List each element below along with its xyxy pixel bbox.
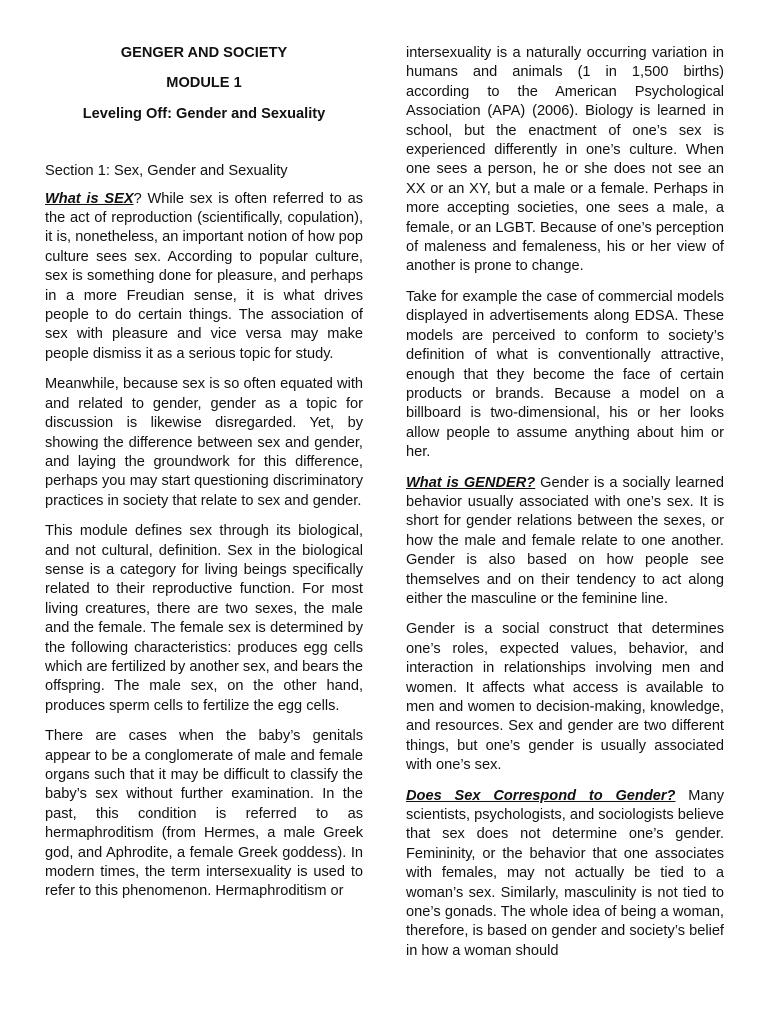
- what-is-sex-heading: What is SEX: [45, 190, 134, 207]
- paragraph-intersexuality-continued: intersexuality is a naturally occurring variation in humans and animals (1 in 1,500 births) according to the American Psychological Association (APA) (2006). Biology is learned in school, but the enactment of one’s sex is experienced differently in one’s culture. When one sees a person, he or she does not see an XX or an XY, but a male or a female. Perhaps in more accepting societies, one sees a male, a female, or an LGBT. Because of one’s perception of maleness and femaleness, his or her view of another is prone to change.: [406, 45, 724, 275]
- paragraph-commercial-models: Take for example the case of commercial models displayed in advertisements along EDSA. These models are perceived to conform to society’s definition of what is conventionally attractive, enough that they become the face of certain products or brands. Because a model on a billboard is two-dimensional, his or her looks allow people to assume anything about him or her.: [406, 288, 724, 461]
- document-subtitle: Leveling Off: Gender and Sexuality: [82, 105, 326, 122]
- sex-correspond-gender-heading: Does Sex Correspond to Gender?: [406, 787, 676, 804]
- what-is-gender-heading: What is GENDER?: [406, 474, 536, 491]
- what-is-gender-body: Gender is a socially learned behavior usually associated with one’s sex. It is short for gender relations between the sexes, or how the male and female relate to one another. Gender is also based on how people see themselves and on their tendency to act along either the masculine or the feminine line.: [406, 474, 724, 607]
- left-column: [45, 44, 363, 913]
- paragraph-what-is-sex: [45, 190, 363, 365]
- module-label: MODULE 1: [166, 75, 242, 92]
- what-is-sex-body: ? While sex is often referred to as the act of reproduction (scientifically, copulation), it is, nonetheless, an important notion of how pop culture sees sex. According to popular culture, sex is something done for pleasure, and perhaps in a more Freudian sense, it is what drives people to do certain things. The association of sex with pleasure and vice versa may make people dismiss it as a serious topic for study.: [45, 190, 363, 362]
- document-title: GENGER AND SOCIETY: [120, 45, 288, 61]
- paragraph-intersexuality: There are cases when the baby’s genitals appear to be a conglomerate of male and female organs such that it may be difficult to classify the baby’s sex without further examination. In the past, this condition is referred to as hermaphroditism (from Hermes, a male Greek god, and Aphrodite, a female Greek goddess). In modern times, the term intersexuality is used to refer to this phenomenon. Hermaphroditism or: [45, 728, 363, 900]
- paragraph-biological-definition: This module defines sex through its biological, and not cultural, definition. Sex in the biological sense is a category for living beings specifically related to their reproductive function. For most living creatures, there are two sexes, the male and the female. The female sex is determined by the following characteristics: produces egg cells which are fertilized by another sex, and bears the offspring. The male sex, on the other hand, produces sperm cells to fertilize the egg cells.: [45, 523, 363, 714]
- paragraph-sex-correspond-gender: [406, 787, 724, 962]
- sex-correspond-gender-body: Many scientists, psychologists, and sociologists believe that sex does not determine one’s gender. Femininity, or the behavior that one associates with females, may not actually be tied to a woman’s sex. Similarly, masculinity is not tied to one’s gonads. The whole idea of being a woman, therefore, is based on gender and society’s belief in how a woman should: [406, 787, 724, 959]
- paragraph-social-construct: Gender is a social construct that determines one’s roles, expected values, behavior, and interaction in relationships involving men and women. It affects what access is available to men and women to decision-making, knowledge, and resources. Sex and gender are two different things, but one’s gender is usually associated with one’s sex.: [406, 621, 724, 774]
- section-heading: Section 1: Sex, Gender and Sexuality: [45, 163, 288, 180]
- paragraph-what-is-gender: [406, 474, 724, 610]
- right-column: [406, 44, 724, 972]
- paragraph-sex-and-gender: Meanwhile, because sex is so often equated with and related to gender, gender as a topic for discussion is likewise disregarded. Yet, by showing the difference between sex and gender, and laying the groundwork for this difference, perhaps you may start questioning discriminatory practices in society that relate to sex and gender.: [45, 376, 363, 509]
